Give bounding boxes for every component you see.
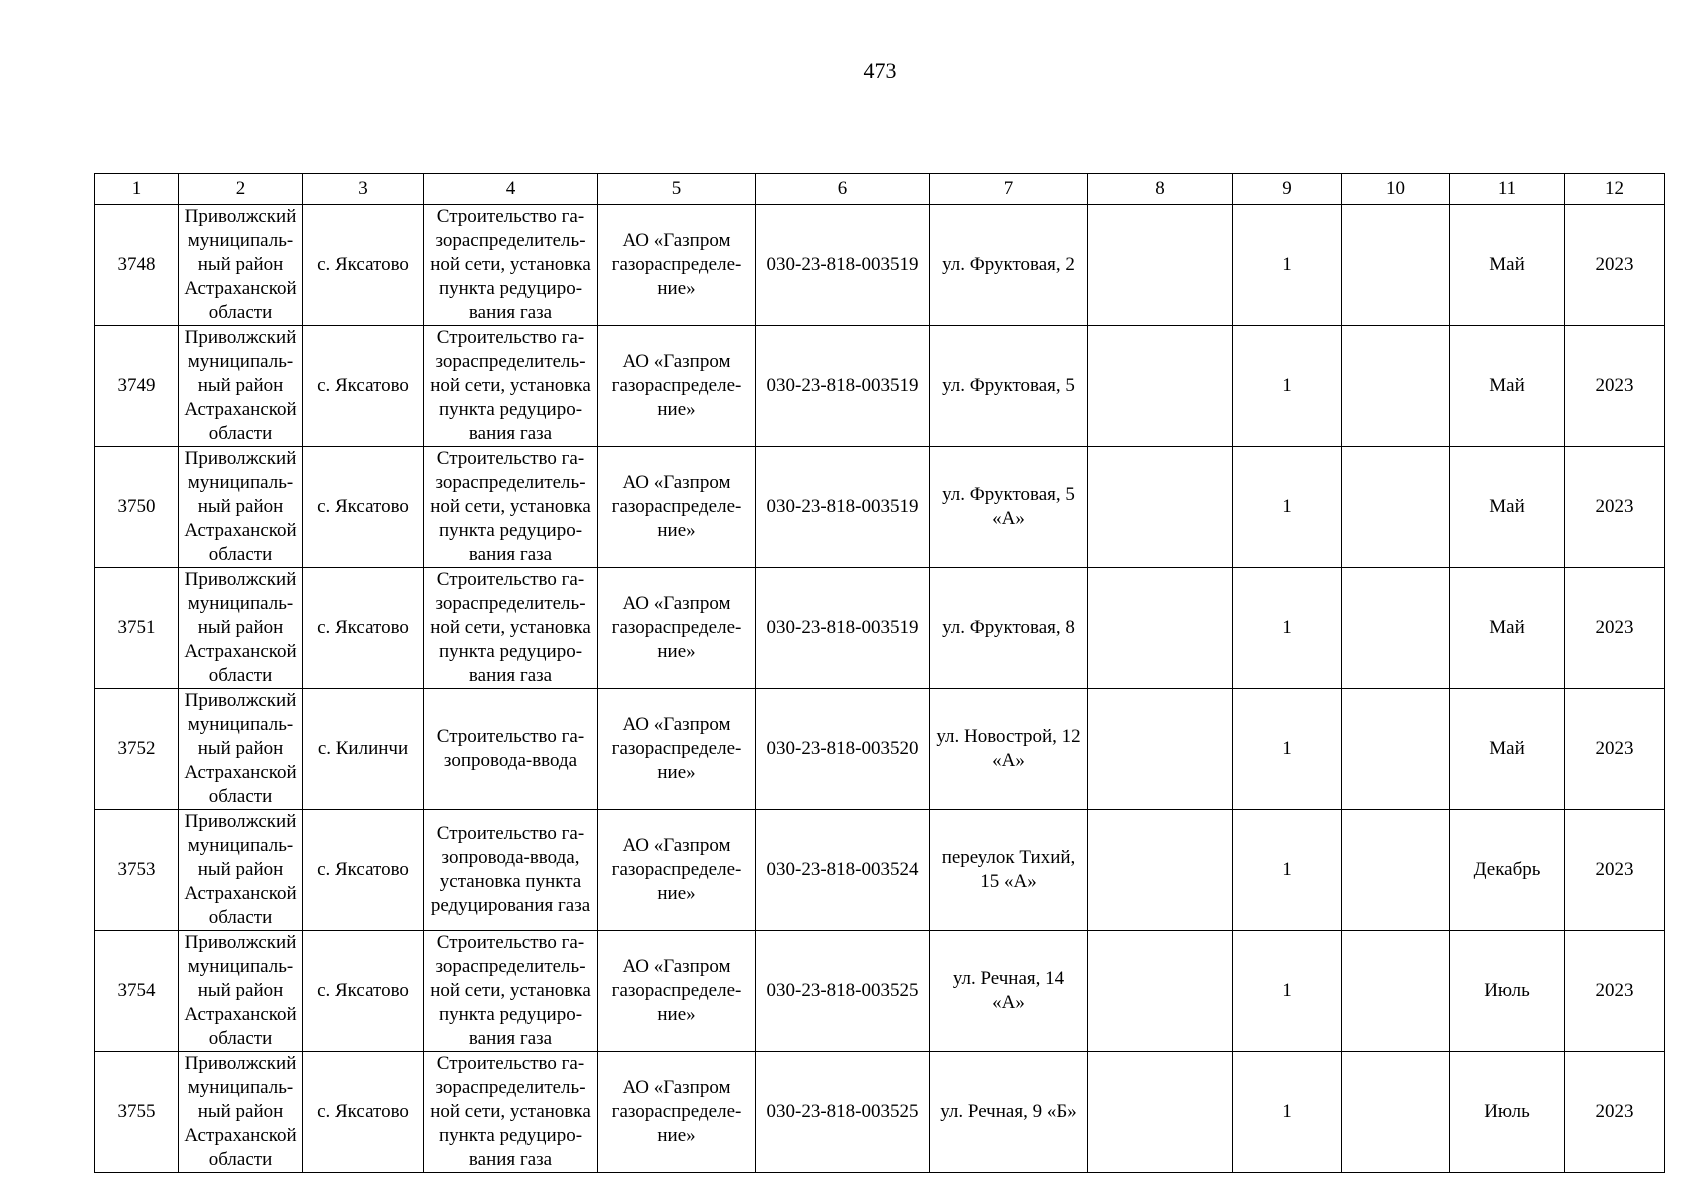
column-10-cell	[1342, 689, 1450, 810]
column-10-cell	[1342, 568, 1450, 689]
column-number-6: 6	[756, 174, 930, 205]
address-cell: ул. Фруктовая, 5	[930, 326, 1088, 447]
table-row	[95, 205, 1665, 326]
page-number: 473	[863, 58, 897, 83]
organization-cell: АО «Газпром газораспределе- ние»	[598, 205, 756, 326]
year-cell: 2023	[1565, 689, 1665, 810]
table-row	[95, 810, 1665, 931]
column-number-7: 7	[930, 174, 1088, 205]
address-cell: ул. Фруктовая, 2	[930, 205, 1088, 326]
month-cell: Июль	[1450, 1052, 1565, 1173]
row-number: 3751	[95, 568, 179, 689]
district-cell: Приволжский муниципаль- ный район Астраханской области	[179, 1052, 303, 1173]
district-cell: Приволжский муниципаль- ный район Астраханской области	[179, 205, 303, 326]
column-number-9: 9	[1233, 174, 1342, 205]
year-cell: 2023	[1565, 1052, 1665, 1173]
column-10-cell	[1342, 205, 1450, 326]
column-8-cell	[1088, 326, 1233, 447]
column-10-cell	[1342, 810, 1450, 931]
code-cell: 030-23-818-003519	[756, 447, 930, 568]
year-cell: 2023	[1565, 810, 1665, 931]
district-cell: Приволжский муниципаль- ный район Астраханской области	[179, 326, 303, 447]
column-number-3: 3	[303, 174, 424, 205]
locality-cell: с. Яксатово	[303, 931, 424, 1052]
row-number: 3750	[95, 447, 179, 568]
column-8-cell	[1088, 810, 1233, 931]
work-description-cell: Строительство га- зораспределитель- ной сети, установка пункта редуциро- вания газа	[424, 568, 598, 689]
code-cell: 030-23-818-003525	[756, 1052, 930, 1173]
column-10-cell	[1342, 326, 1450, 447]
column-9-cell: 1	[1233, 326, 1342, 447]
year-cell: 2023	[1565, 931, 1665, 1052]
code-cell: 030-23-818-003525	[756, 931, 930, 1052]
year-cell: 2023	[1565, 568, 1665, 689]
column-9-cell: 1	[1233, 1052, 1342, 1173]
column-8-cell	[1088, 689, 1233, 810]
code-cell: 030-23-818-003520	[756, 689, 930, 810]
locality-cell: с. Яксатово	[303, 568, 424, 689]
column-9-cell: 1	[1233, 205, 1342, 326]
organization-cell: АО «Газпром газораспределе- ние»	[598, 810, 756, 931]
row-number: 3753	[95, 810, 179, 931]
column-number-5: 5	[598, 174, 756, 205]
month-cell: Май	[1450, 205, 1565, 326]
code-cell: 030-23-818-003519	[756, 205, 930, 326]
register-table	[94, 173, 1665, 1173]
work-description-cell: Строительство га- зопровода-ввода, установка пункта редуцирования газа	[424, 810, 598, 931]
column-8-cell	[1088, 1052, 1233, 1173]
column-9-cell: 1	[1233, 931, 1342, 1052]
column-8-cell	[1088, 205, 1233, 326]
column-9-cell: 1	[1233, 447, 1342, 568]
year-cell: 2023	[1565, 447, 1665, 568]
work-description-cell: Строительство га- зораспределитель- ной сети, установка пункта редуциро- вания газа	[424, 447, 598, 568]
column-10-cell	[1342, 931, 1450, 1052]
row-number: 3754	[95, 931, 179, 1052]
table-row	[95, 568, 1665, 689]
code-cell: 030-23-818-003524	[756, 810, 930, 931]
organization-cell: АО «Газпром газораспределе- ние»	[598, 689, 756, 810]
code-cell: 030-23-818-003519	[756, 568, 930, 689]
year-cell: 2023	[1565, 205, 1665, 326]
organization-cell: АО «Газпром газораспределе- ние»	[598, 447, 756, 568]
district-cell: Приволжский муниципаль- ный район Астраханской области	[179, 568, 303, 689]
table-row	[95, 689, 1665, 810]
column-9-cell: 1	[1233, 568, 1342, 689]
locality-cell: с. Яксатово	[303, 1052, 424, 1173]
column-number-2: 2	[179, 174, 303, 205]
row-number: 3752	[95, 689, 179, 810]
column-10-cell	[1342, 447, 1450, 568]
organization-cell: АО «Газпром газораспределе- ние»	[598, 1052, 756, 1173]
address-cell: ул. Речная, 9 «Б»	[930, 1052, 1088, 1173]
column-10-cell	[1342, 1052, 1450, 1173]
column-number-8: 8	[1088, 174, 1233, 205]
column-number-11: 11	[1450, 174, 1565, 205]
organization-cell: АО «Газпром газораспределе- ние»	[598, 931, 756, 1052]
year-cell: 2023	[1565, 326, 1665, 447]
column-number-12: 12	[1565, 174, 1665, 205]
month-cell: Декабрь	[1450, 810, 1565, 931]
address-cell: ул. Новострой, 12 «А»	[930, 689, 1088, 810]
column-8-cell	[1088, 568, 1233, 689]
district-cell: Приволжский муниципаль- ный район Астраханской области	[179, 689, 303, 810]
month-cell: Май	[1450, 568, 1565, 689]
code-cell: 030-23-818-003519	[756, 326, 930, 447]
month-cell: Май	[1450, 689, 1565, 810]
district-cell: Приволжский муниципаль- ный район Астраханской области	[179, 931, 303, 1052]
table-header	[95, 174, 1665, 205]
table-body	[95, 205, 1665, 1173]
table-row	[95, 931, 1665, 1052]
table-row	[95, 447, 1665, 568]
month-cell: Июль	[1450, 931, 1565, 1052]
row-number: 3748	[95, 205, 179, 326]
locality-cell: с. Килинчи	[303, 689, 424, 810]
work-description-cell: Строительство га- зораспределитель- ной сети, установка пункта редуциро- вания газа	[424, 205, 598, 326]
column-number-1: 1	[95, 174, 179, 205]
column-8-cell	[1088, 447, 1233, 568]
work-description-cell: Строительство га- зораспределитель- ной сети, установка пункта редуциро- вания газа	[424, 326, 598, 447]
table-row	[95, 1052, 1665, 1173]
column-number-10: 10	[1342, 174, 1450, 205]
address-cell: ул. Фруктовая, 5 «А»	[930, 447, 1088, 568]
organization-cell: АО «Газпром газораспределе- ние»	[598, 568, 756, 689]
month-cell: Май	[1450, 447, 1565, 568]
row-number: 3755	[95, 1052, 179, 1173]
column-8-cell	[1088, 931, 1233, 1052]
row-number: 3749	[95, 326, 179, 447]
district-cell: Приволжский муниципаль- ный район Астраханской области	[179, 447, 303, 568]
locality-cell: с. Яксатово	[303, 810, 424, 931]
column-number-4: 4	[424, 174, 598, 205]
column-number-row	[95, 174, 1665, 205]
month-cell: Май	[1450, 326, 1565, 447]
locality-cell: с. Яксатово	[303, 447, 424, 568]
address-cell: ул. Фруктовая, 8	[930, 568, 1088, 689]
address-cell: переулок Тихий, 15 «А»	[930, 810, 1088, 931]
work-description-cell: Строительство га- зораспределитель- ной сети, установка пункта редуциро- вания газа	[424, 931, 598, 1052]
address-cell: ул. Речная, 14 «А»	[930, 931, 1088, 1052]
organization-cell: АО «Газпром газораспределе- ние»	[598, 326, 756, 447]
column-9-cell: 1	[1233, 810, 1342, 931]
work-description-cell: Строительство га- зораспределитель- ной сети, установка пункта редуциро- вания газа	[424, 1052, 598, 1173]
column-9-cell: 1	[1233, 689, 1342, 810]
locality-cell: с. Яксатово	[303, 205, 424, 326]
district-cell: Приволжский муниципаль- ный район Астраханской области	[179, 810, 303, 931]
table-row	[95, 326, 1665, 447]
work-description-cell: Строительство га- зопровода-ввода	[424, 689, 598, 810]
locality-cell: с. Яксатово	[303, 326, 424, 447]
